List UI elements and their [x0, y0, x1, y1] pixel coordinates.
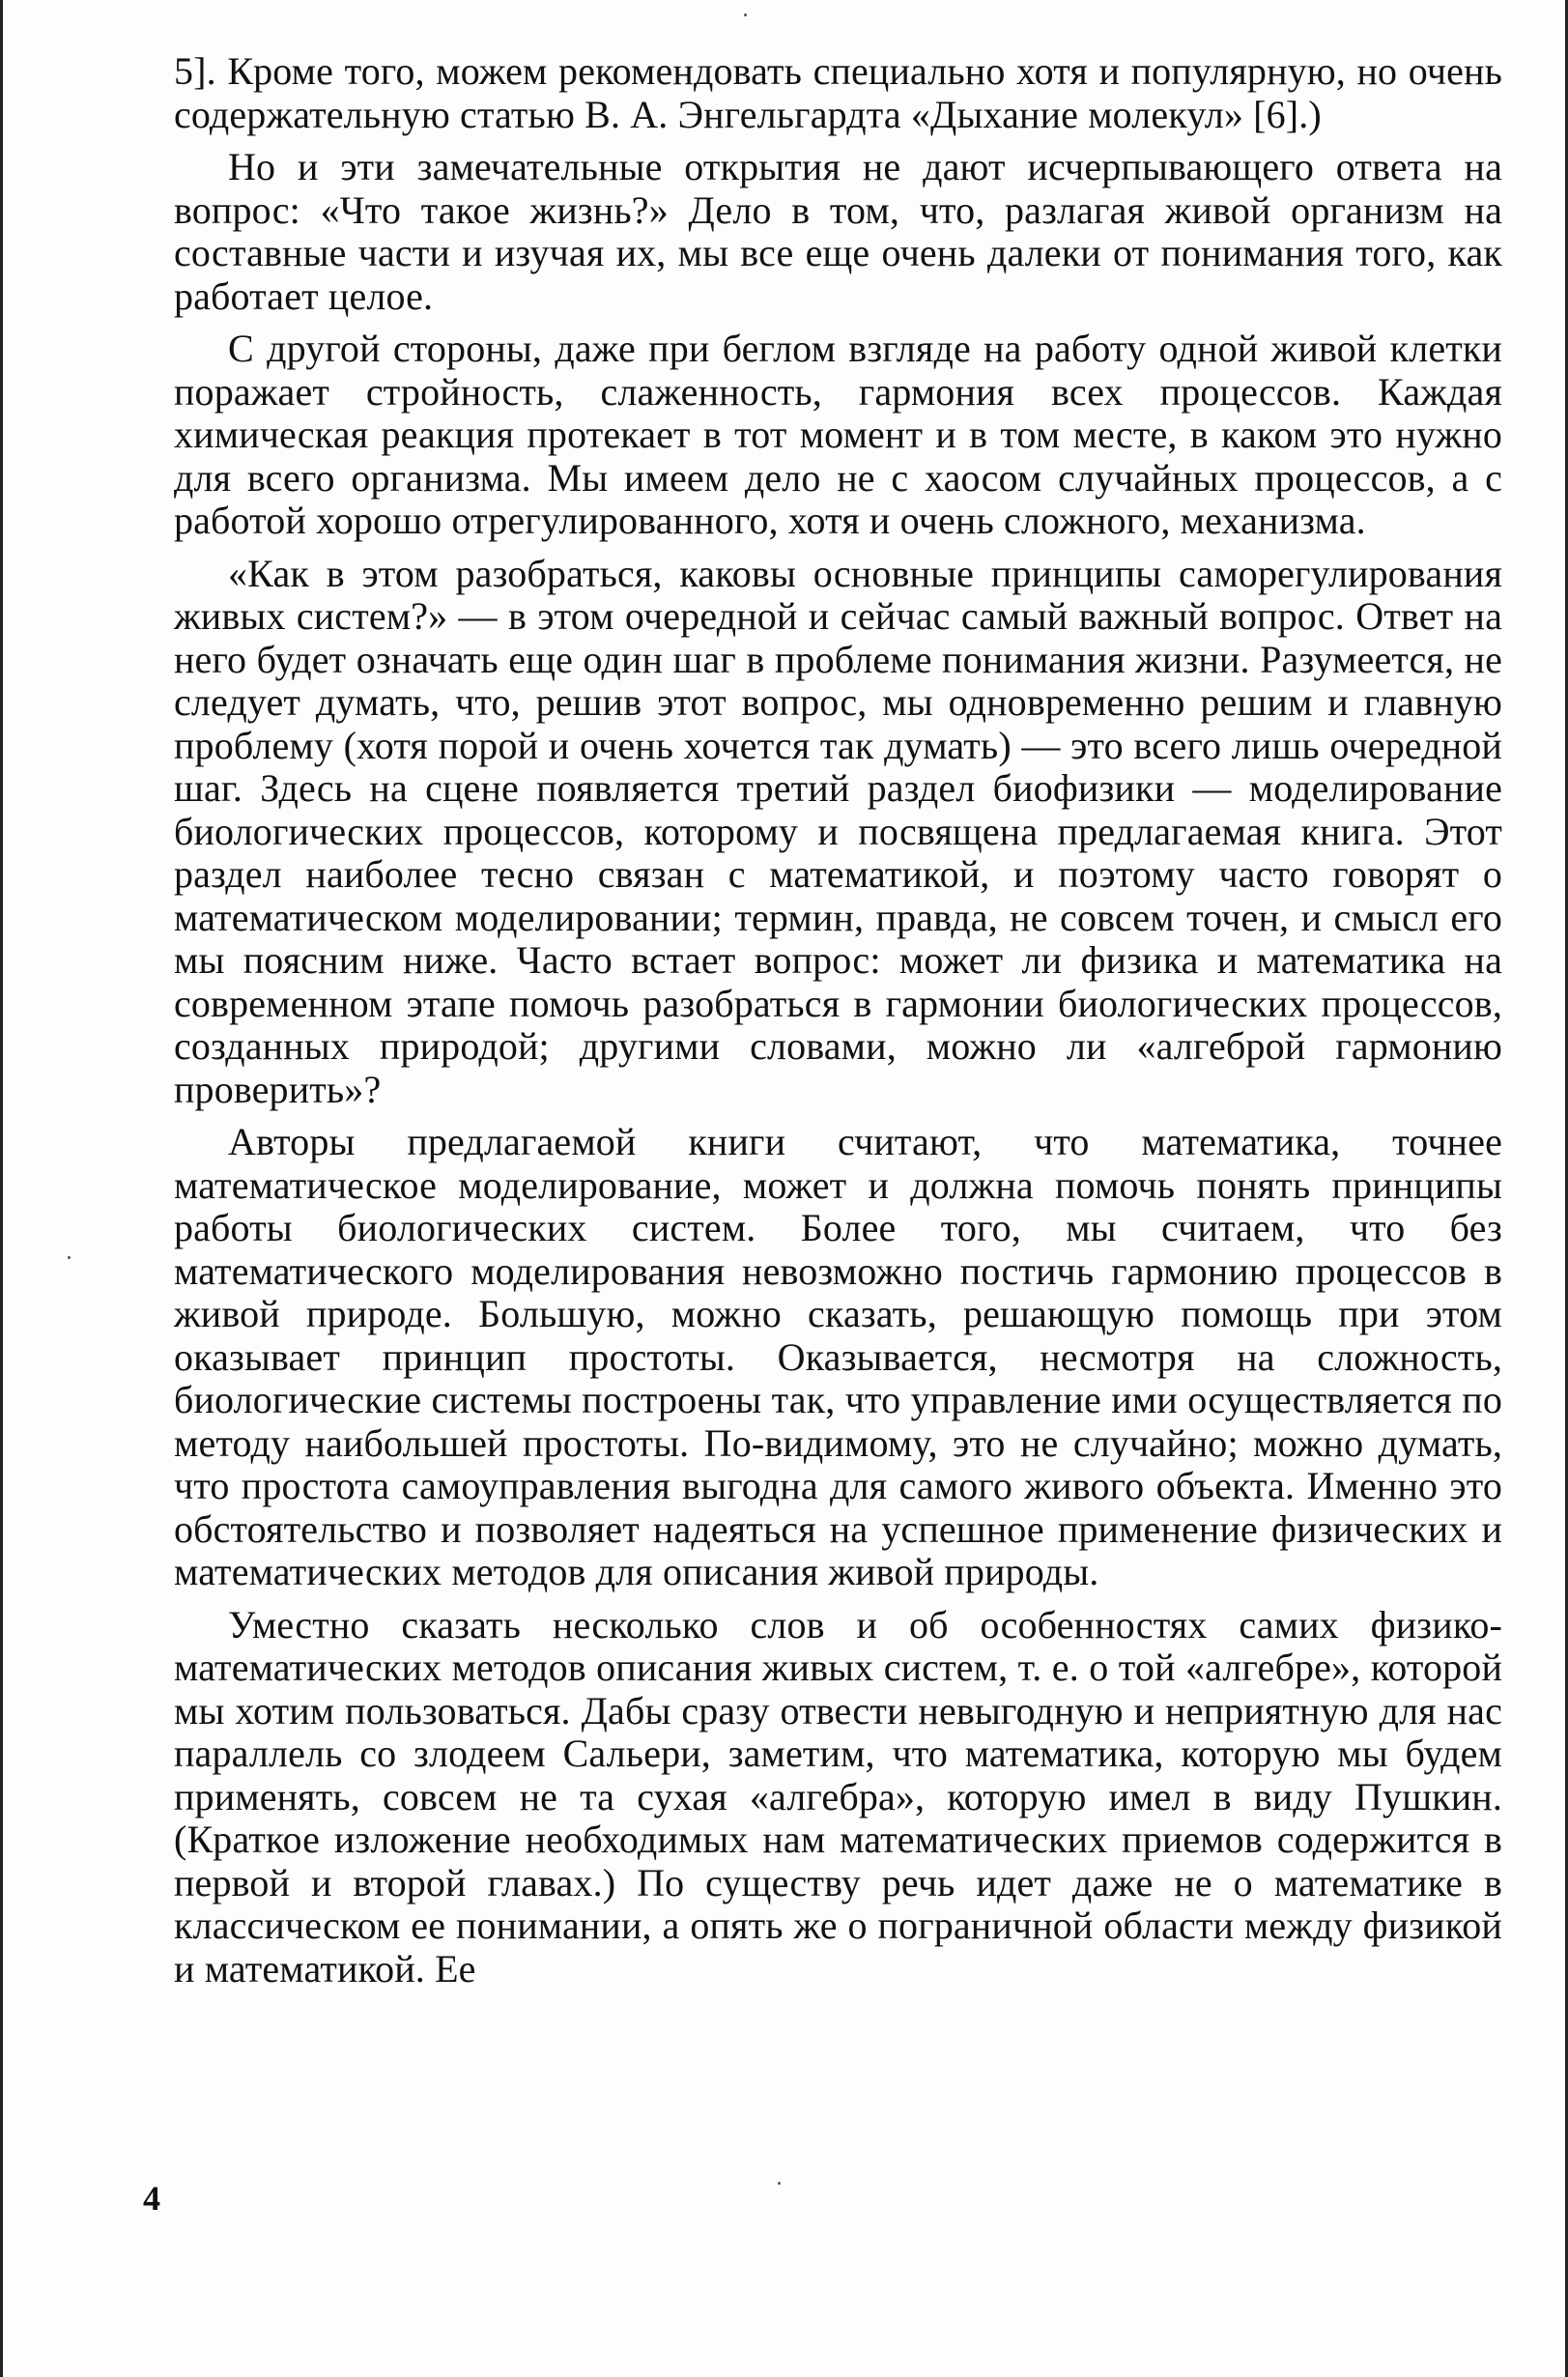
paragraph-1: 5]. Кроме того, можем рекомендовать специально хотя и популярную, но очень содержательную статью В. А. Энгельгардта «Дыхание молекул» [6].): [174, 49, 1502, 136]
paragraph-3: С другой стороны, даже при беглом взгляде на работу одной живой клетки поражает стройность, слаженность, гармония всех процессов. Каждая химическая реакция протекает в тот момент и в том месте, в каком это нужно для всего организма. Мы имеем дело не с хаосом случайных процессов, а с работой хорошо отрегулированного, хотя и очень сложного, механизма.: [174, 327, 1502, 542]
page-number: 4: [143, 2179, 160, 2218]
body-text: [174, 50, 1502, 1990]
paragraph-5: Авторы предлагаемой книги считают, что математика, точнее математическое моделирование, может и должна помочь понять принципы работы биологических систем. Более того, мы считаем, что без математического моделирования невозможно постичь гармонию процессов в живой природе. Большую, можно сказать, решающую помощь при этом оказывает принцип простоты. Оказывается, несмотря на сложность, биологические системы построены так, что управление ими осуществляется по методу наибольшей простоты. По-видимому, это не случайно; можно думать, что простота самоуправления выгодна для самого живого объекта. Именно это обстоятельство и позволяет надеяться на успешное применение физических и математических методов для описания живой природы.: [174, 1120, 1502, 1593]
paragraph-6: Уместно сказать несколько слов и об особенностях самих физико-математических методов описания живых систем, т. е. о той «алгебре», которой мы хотим пользоваться. Дабы сразу отвести невыгодную и неприятную для нас параллель со злодеем Сальери, заметим, что математика, которую мы будем применять, совсем не та сухая «алгебра», которую имел в виду Пушкин. (Краткое изложение необходимых нам математических приемов содержится в первой и второй главах.) По существу речь идет даже не о математике в классическом ее понимании, а опять же о пограничной области между физикой и математикой. Ее: [174, 1602, 1502, 1990]
paragraph-2: Но и эти замечательные открытия не дают исчерпывающего ответа на вопрос: «Что такое жизнь?» Дело в том, что, разлагая живой организм на составные части и изучая их, мы все еще очень далеки от понимания того, как работает целое.: [174, 145, 1502, 318]
scan-speck: [68, 1256, 71, 1259]
page-edge-left: [0, 0, 3, 2377]
scan-speck: [778, 2182, 781, 2185]
paragraph-4: «Как в этом разобраться, каковы основные принципы саморегулирования живых систем?» — в этом очередной и сейчас самый важный вопрос. Ответ на него будет означать еще один шаг в проблеме понимания жизни. Разумеется, не следует думать, что, решив этот вопрос, мы одновременно решим и главную проблему (хотя порой и очень хочется так думать) — это всего лишь очередной шаг. Здесь на сцене появляется третий раздел биофизики — моделирование биологических процессов, которому и посвящена предлагаемая книга. Этот раздел наиболее тесно связан с математикой, и поэтому часто говорят о математическом моделировании; термин, правда, не совсем точен, и смысл его мы поясним ниже. Часто встает вопрос: может ли физика и математика на современном этапе помочь разобраться в гармонии биологических процессов, созданных природой; другими словами, можно ли «алгеброй гармонию проверить»?: [174, 551, 1502, 1111]
scan-speck: [744, 14, 747, 16]
